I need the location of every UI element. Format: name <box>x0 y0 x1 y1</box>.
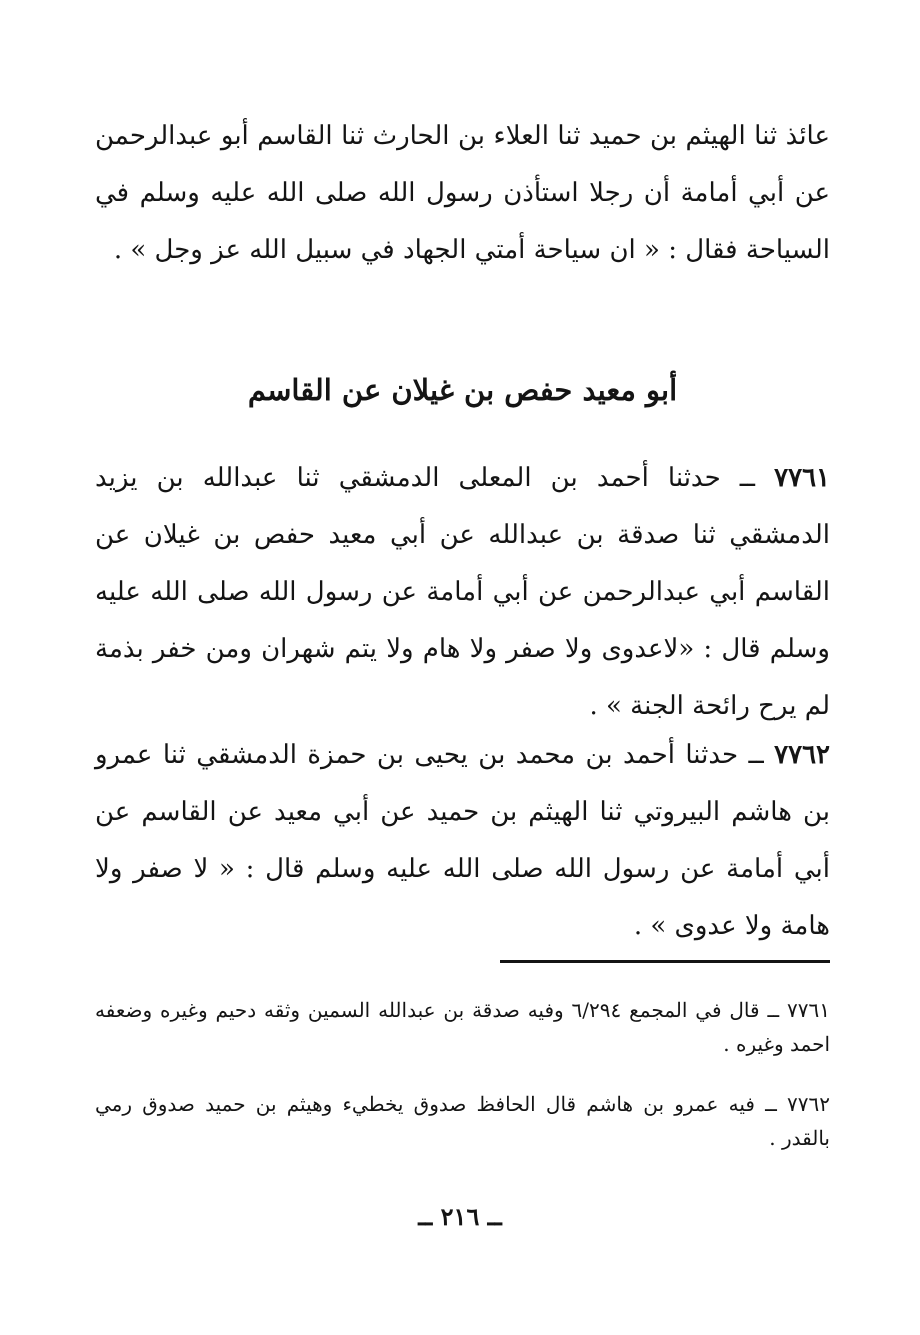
intro-text: عائذ ثنا الهيثم بن حميد ثنا العلاء بن الحارث ثنا القاسم أبو عبدالرحمن عن أبي أمامة أن رجلا استأذن رسول الله صلى الله عليه وسلم في السياحة فقال : « ان سياحة أمتي الجهاد في سبيل الله عز وجل » . <box>95 121 830 265</box>
hadith-7762 <box>95 727 830 955</box>
hadith-7761 <box>95 450 830 735</box>
intro-paragraph <box>95 108 830 279</box>
page-number: ــ ٢١٦ ــ <box>418 1202 502 1231</box>
section-heading: أبو معيد حفص بن غيلان عن القاسم <box>247 373 678 407</box>
hadith-text: ــ حدثنا أحمد بن المعلى الدمشقي ثنا عبدالله بن يزيد الدمشقي ثنا صدقة بن عبدالله عن أبي معيد حفص بن غيلان عن القاسم أبي عبدالرحمن عن أبي أمامة عن رسول الله صلى الله عليه وسلم قال : «لاعدوى ولا صفر ولا هام ولا يتم شهران ومن خفر بذمة لم يرح رائحة الجنة » . <box>95 463 831 721</box>
footnote-7762 <box>95 1087 830 1155</box>
footnote-text: ٧٧٦١ ــ قال في المجمع ٦/٢٩٤ وفيه صدقة بن عبدالله السمين وثقه دحيم وغيره وضعفه احمد وغيره . <box>95 998 830 1056</box>
footnote-7761 <box>95 993 830 1061</box>
footnote-separator <box>500 960 830 963</box>
hadith-number: ٧٧٦١ <box>774 463 830 493</box>
footnote-text: ٧٧٦٢ ــ فيه عمرو بن هاشم قال الحافظ صدوق يخطيء وهيثم بن حميد صدوق رمي بالقدر . <box>95 1092 830 1150</box>
hadith-text: ــ حدثنا أحمد بن محمد بن يحيى بن حمزة الدمشقي ثنا عمرو بن هاشم البيروتي ثنا الهيثم بن حميد عن أبي معيد عن القاسم عن أبي أمامة عن رسول الله صلى الله عليه وسلم قال : « لا صفر ولا هامة ولا عدوى » . <box>95 740 830 941</box>
hadith-number: ٧٧٦٢ <box>774 740 830 770</box>
